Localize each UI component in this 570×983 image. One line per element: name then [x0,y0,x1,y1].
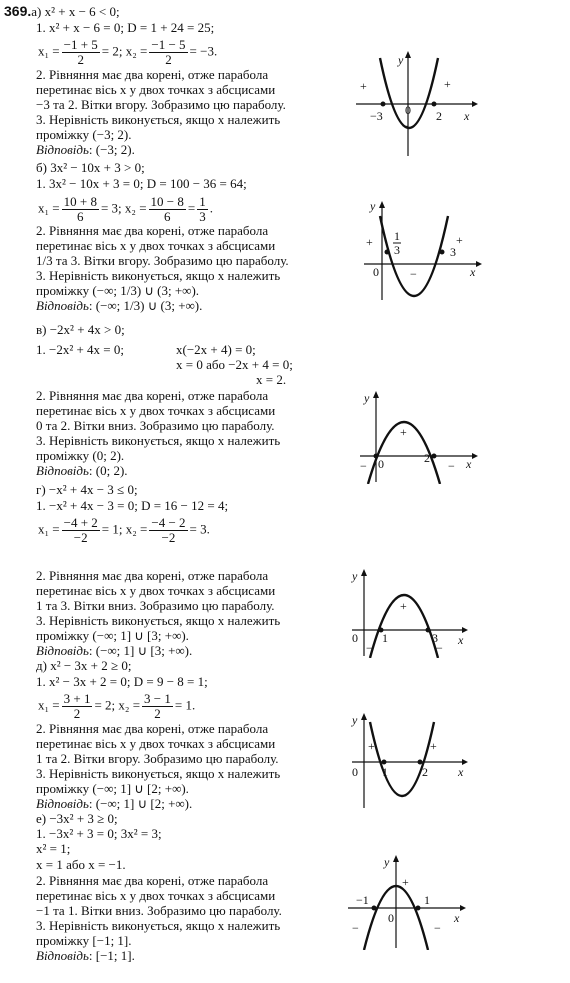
problem-number: 369. [4,3,32,19]
svg-text:x: x [464,109,470,123]
svg-text:1: 1 [394,229,400,243]
part-e-step3: 3. Нерівність виконується, якщо x належить [36,766,281,781]
part-e-line3: перетинає вісь x у двох точках з абсцисами [36,736,276,751]
part-c-answer: Відповідь: (0; 2). [36,463,128,478]
part-c-step3: 3. Нерівність виконується, якщо x належить [36,433,281,448]
part-c-inequality: в) −2x² + 4x > 0; [36,322,125,337]
svg-text:y: y [352,713,358,727]
svg-text:1: 1 [382,765,388,779]
part-c-factor: x(−2x + 4) = 0; [176,342,256,357]
svg-text:−: − [410,267,417,281]
part-d-step1: 1. −x² + 4x − 3 = 0; D = 16 − 12 = 4; [36,498,229,513]
graph-f [342,852,470,950]
part-a-roots: x₁ = $\frac{-1 + 5}{2}$ = 2; x₂ = $\frac{-1 - 5}{2}$ = −3. [38,37,218,67]
section-a-header [4,4,120,19]
part-c-line3: перетинає вісь x у двох точках з абсцисами [36,403,276,418]
part-b-line3: перетинає вісь x у двох точках з абсцисами [36,238,276,253]
svg-text:−: − [400,789,407,803]
part-a-step2: 2. Рівняння має два корені, отже парабола [36,67,269,82]
svg-text:3: 3 [432,631,438,645]
part-f-roots: x = 1 або x = −1. [36,857,126,872]
part-b-roots: x₁ = $\frac{10 + 8}{6}$ = 3; x₂ = $\frac{10 - 8}{6}$ = $\frac{1}{3}$ . [38,194,213,224]
part-e-step2: 2. Рівняння має два корені, отже парабола [36,721,269,736]
part-f-interval: проміжку [−1; 1]. [36,933,132,948]
part-a-step3: 3. Нерівність виконується, якщо x належить [36,112,281,127]
part-f-inequality: е) −3x² + 3 ≥ 0; [36,811,118,826]
svg-text:−: − [434,921,441,935]
part-b-answer: Відповідь: (−∞; 1/3) ∪ (3; +∞). [36,298,203,313]
svg-text:x: x [466,457,472,471]
graph-e [346,710,470,810]
part-e-step1: 1. x² − 3x + 2 = 0; D = 9 − 8 = 1; [36,674,208,689]
svg-text:+: + [444,77,451,91]
graph-a [346,48,480,160]
part-f-line4: −1 та 1. Вітки вниз. Зобразимо цю параболу. [36,903,282,918]
svg-text:−: − [360,459,367,473]
part-d-answer: Відповідь: (−∞; 1] ∪ [3; +∞). [36,643,193,658]
part-c-line4: 0 та 2. Вітки вниз. Зобразимо цю параболу. [36,418,275,433]
part-d-roots: x₁ = $\frac{-4 + 2}{-2}$ = 1; x₂ = $\frac{-4 - 2}{-2}$ = 3. [38,515,210,545]
svg-text:1: 1 [382,631,388,645]
svg-text:2: 2 [436,109,442,123]
svg-text:x: x [458,765,464,779]
part-d-line3: перетинає вісь x у двох точках з абсцисами [36,583,276,598]
part-c-step1: 1. −2x² + 4x = 0; [36,342,125,357]
svg-text:+: + [366,235,373,249]
graph-b [360,196,484,302]
svg-text:−: − [402,119,409,133]
svg-text:1: 1 [424,893,430,907]
svg-text:+: + [402,875,409,889]
svg-text:3: 3 [394,243,400,257]
part-e-roots: x₁ = $\frac{3 + 1}{2}$ = 2; x₂ = $\frac{3 - 1}{2}$ = 1. [38,691,196,721]
svg-text:+: + [430,739,437,753]
svg-text:+: + [368,739,375,753]
part-c-cases: x = 0 або −2x + 4 = 0; [176,357,293,372]
svg-text:−: − [366,641,373,655]
svg-text:0: 0 [352,631,358,645]
svg-text:0: 0 [405,103,411,117]
svg-text:3: 3 [450,245,456,259]
part-d-inequality: г) −x² + 4x − 3 ≤ 0; [36,482,138,497]
svg-text:y: y [352,569,358,583]
part-c-interval: проміжку (0; 2). [36,448,125,463]
part-d-interval: проміжку (−∞; 1] ∪ [3; +∞). [36,628,189,643]
svg-text:0: 0 [352,765,358,779]
part-b-interval: проміжку (−∞; 1/3) ∪ (3; +∞). [36,283,200,298]
svg-text:−3: −3 [370,109,383,123]
part-b-step2: 2. Рівняння має два корені, отже парабола [36,223,269,238]
part-e-interval: проміжку (−∞; 1] ∪ [2; +∞). [36,781,189,796]
part-a-answer: Відповідь: (−3; 2). [36,142,135,157]
svg-text:−1: −1 [356,893,369,907]
graph-c [356,388,480,484]
part-a-line4: −3 та 2. Вітки вгору. Зобразимо цю параболу. [36,97,286,112]
svg-text:y: y [398,53,404,67]
svg-text:y: y [370,199,376,213]
part-b-line4: 1/3 та 3. Вітки вгору. Зобразимо цю параболу. [36,253,289,268]
svg-text:−: − [436,641,443,655]
svg-text:−: − [448,459,455,473]
svg-text:−: − [352,921,359,935]
part-f-answer: Відповідь: [−1; 1]. [36,948,135,963]
part-a-interval: проміжку (−3; 2). [36,127,132,142]
part-d-step2: 2. Рівняння має два корені, отже парабола [36,568,269,583]
part-f-square: x² = 1; [36,841,71,856]
part-c-root2: x = 2. [256,372,287,387]
part-b-inequality: б) 3x² − 10x + 3 > 0; [36,160,145,175]
part-a-step1: 1. x² + x − 6 = 0; D = 1 + 24 = 25; [36,20,215,35]
part-d-line4: 1 та 3. Вітки вниз. Зобразимо цю параболу. [36,598,275,613]
svg-text:0: 0 [373,265,379,279]
svg-text:+: + [456,233,463,247]
part-e-answer: Відповідь: (−∞; 1] ∪ [2; +∞). [36,796,193,811]
svg-text:+: + [400,599,407,613]
graph-d [346,566,470,658]
part-f-line3: перетинає вісь x у двох точках з абсцисами [36,888,276,903]
part-f-step2: 2. Рівняння має два корені, отже парабола [36,873,269,888]
part-f-step3: 3. Нерівність виконується, якщо x належить [36,918,281,933]
part-d-step3: 3. Нерівність виконується, якщо x належить [36,613,281,628]
svg-text:2: 2 [424,451,430,465]
svg-text:y: y [384,855,390,869]
part-b-step1: 1. 3x² − 10x + 3 = 0; D = 100 − 36 = 64; [36,176,247,191]
part-a-line3: перетинає вісь x у двох точках з абсцисами [36,82,276,97]
svg-text:0: 0 [378,457,384,471]
svg-text:y: y [364,391,370,405]
part-e-line4: 1 та 2. Вітки вгору. Зобразимо цю параболу. [36,751,279,766]
svg-text:+: + [400,425,407,439]
part-a-inequality: а) x² + x − 6 < 0; [31,4,120,19]
svg-text:+: + [360,79,367,93]
svg-text:x: x [458,633,464,647]
part-b-step3: 3. Нерівність виконується, якщо x належить [36,268,281,283]
svg-text:2: 2 [422,765,428,779]
svg-text:x: x [470,265,476,279]
part-f-step1: 1. −3x² + 3 = 0; 3x² = 3; [36,826,162,841]
svg-text:0: 0 [388,911,394,925]
part-e-inequality: д) x² − 3x + 2 ≥ 0; [36,658,132,673]
part-c-step2: 2. Рівняння має два корені, отже парабола [36,388,269,403]
svg-text:x: x [454,911,460,925]
